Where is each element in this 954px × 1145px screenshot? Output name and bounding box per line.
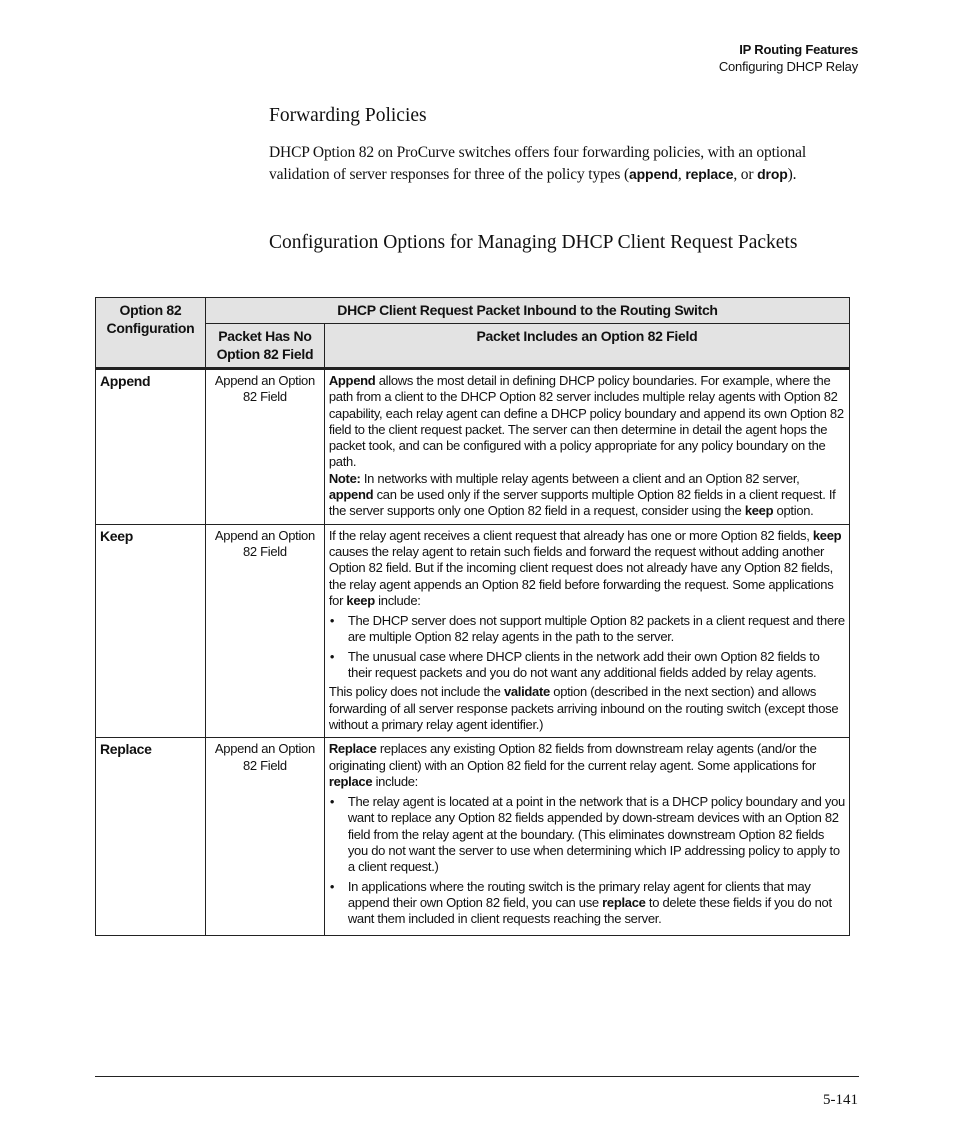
row-description <box>324 738 849 935</box>
keyword-drop: drop <box>757 165 788 182</box>
table-row-replace <box>96 738 850 935</box>
list-item <box>329 879 845 928</box>
keyword: Replace <box>328 741 377 757</box>
running-header <box>719 41 858 75</box>
footer-rule <box>95 1076 859 1077</box>
text: If the relay agent receives a client request that already has one or more Option 82 fields, <box>328 527 813 543</box>
col-header-no-option82: Packet Has No Option 82 Field <box>205 324 324 369</box>
keyword: keep <box>812 527 842 543</box>
text: can be used only if the server supports multiple Option 82 fields in a client request. If the server supports only one Option 82 field in a request, consider using the <box>328 487 836 519</box>
row-name: Replace <box>96 738 206 935</box>
keyword: append <box>328 487 374 503</box>
text: This policy does not include the <box>328 684 504 700</box>
description-paragraph <box>329 373 845 471</box>
text: to delete these fields if you do not want them included in client requests reaching the server. <box>347 894 832 927</box>
options-table <box>95 297 850 936</box>
bullet-list <box>329 613 845 681</box>
list-item: • The relay agent is located at a point in the network that is a DHCP policy boundary and you want to replace any Option 82 fields appended by down-stream devices with an Option 82 field from the relay agent at the boundary. (This eliminates downstream Option 82 fields you do not want the server to use when determining which IP addressing policy to apply to a client request.) <box>329 794 845 875</box>
list-item: • The DHCP server does not support multiple Option 82 packets in a client request and there are multiple Option 82 relay agents in the path to the server. <box>329 613 845 646</box>
text: In applications where the routing switch is the primary relay agent for clients that may append their own Option 82 field, you can use <box>347 878 811 910</box>
text: causes the relay agent to retain such fields and forward the request without adding another Option 82 field. But if the incoming client request does not already have any Option 82 fields, the relay agent appends an Option 82 field before forwarding the request. Some applications for <box>328 543 834 608</box>
row-no-field-action: Append an Option 82 Field <box>205 524 324 738</box>
text: include: <box>372 773 418 789</box>
list-item: • The unusual case where DHCP clients in the network add their own Option 82 fields to their request packets and you do not want any additional fields added by relay agents. <box>329 649 845 682</box>
row-description <box>324 369 849 525</box>
heading-configuration-options: Configuration Options for Managing DHCP Client Request Packets <box>269 232 798 253</box>
note-label: Note: <box>328 470 361 486</box>
col-header-includes-option82: Packet Includes an Option 82 Field <box>324 324 849 369</box>
heading-forwarding-policies: Forwarding Policies <box>269 105 427 126</box>
keyword: keep <box>744 503 774 519</box>
text: allows the most detail in defining DHCP policy boundaries. For example, where the path from a client to the DHCP Option 82 server includes multiple relay agents with Option 82 capability, each relay agent can define a DHCP policy boundary and append its own Option 82 field to the client request packet. The server can then determine in detail the agent hops the packet took, and can be configured with a policy appropriate for any policy boundary on the path. <box>328 373 844 470</box>
row-no-field-action: Append an Option 82 Field <box>205 369 324 525</box>
keyword: replace <box>602 894 646 910</box>
keyword: Append <box>328 373 376 388</box>
row-description <box>324 524 849 738</box>
text: In networks with multiple relay agents between a client and an Option 82 server, <box>360 470 800 486</box>
keyword: keep <box>346 592 375 608</box>
page-number: 5-141 <box>823 1092 858 1108</box>
note-paragraph <box>329 471 845 520</box>
group-header-inbound: DHCP Client Request Packet Inbound to the Routing Switch <box>205 298 849 324</box>
row-name: Append <box>96 369 206 525</box>
intro-text: DHCP Option 82 on ProCurve switches offers four forwarding policies, with an optional validation of server responses for three of the policy types ( <box>269 144 806 183</box>
intro-text: , <box>677 165 686 183</box>
header-chapter: IP Routing Features <box>739 42 858 57</box>
intro-paragraph <box>269 142 859 185</box>
keyword-replace: replace <box>685 165 734 182</box>
keyword: replace <box>328 773 373 789</box>
keyword: validate <box>503 684 550 700</box>
text: option. <box>773 503 814 519</box>
table-row-append <box>96 369 850 525</box>
keyword-append: append <box>629 165 678 182</box>
bullet-list <box>329 794 845 927</box>
row-no-field-action: Append an Option 82 Field <box>205 738 324 935</box>
text: include: <box>374 592 421 608</box>
table-row-keep <box>96 524 850 738</box>
text: replaces any existing Option 82 fields from downstream relay agents (and/or the originating client) with an Option 82 field for the current relay agent. Some applications for <box>328 741 817 773</box>
header-section: Configuring DHCP Relay <box>718 59 858 74</box>
intro-text: ). <box>787 165 797 183</box>
text: option (described in the next section) and allows forwarding of all server response packets arriving inbound on the routing switch (except those without a primary relay agent identifier.) <box>328 684 839 732</box>
description-paragraph <box>329 528 845 609</box>
description-paragraph <box>329 684 845 733</box>
row-name: Keep <box>96 524 206 738</box>
intro-text: , or <box>733 165 758 183</box>
description-paragraph <box>329 741 845 790</box>
col-header-option82-configuration: Option 82 Configuration <box>96 298 206 369</box>
